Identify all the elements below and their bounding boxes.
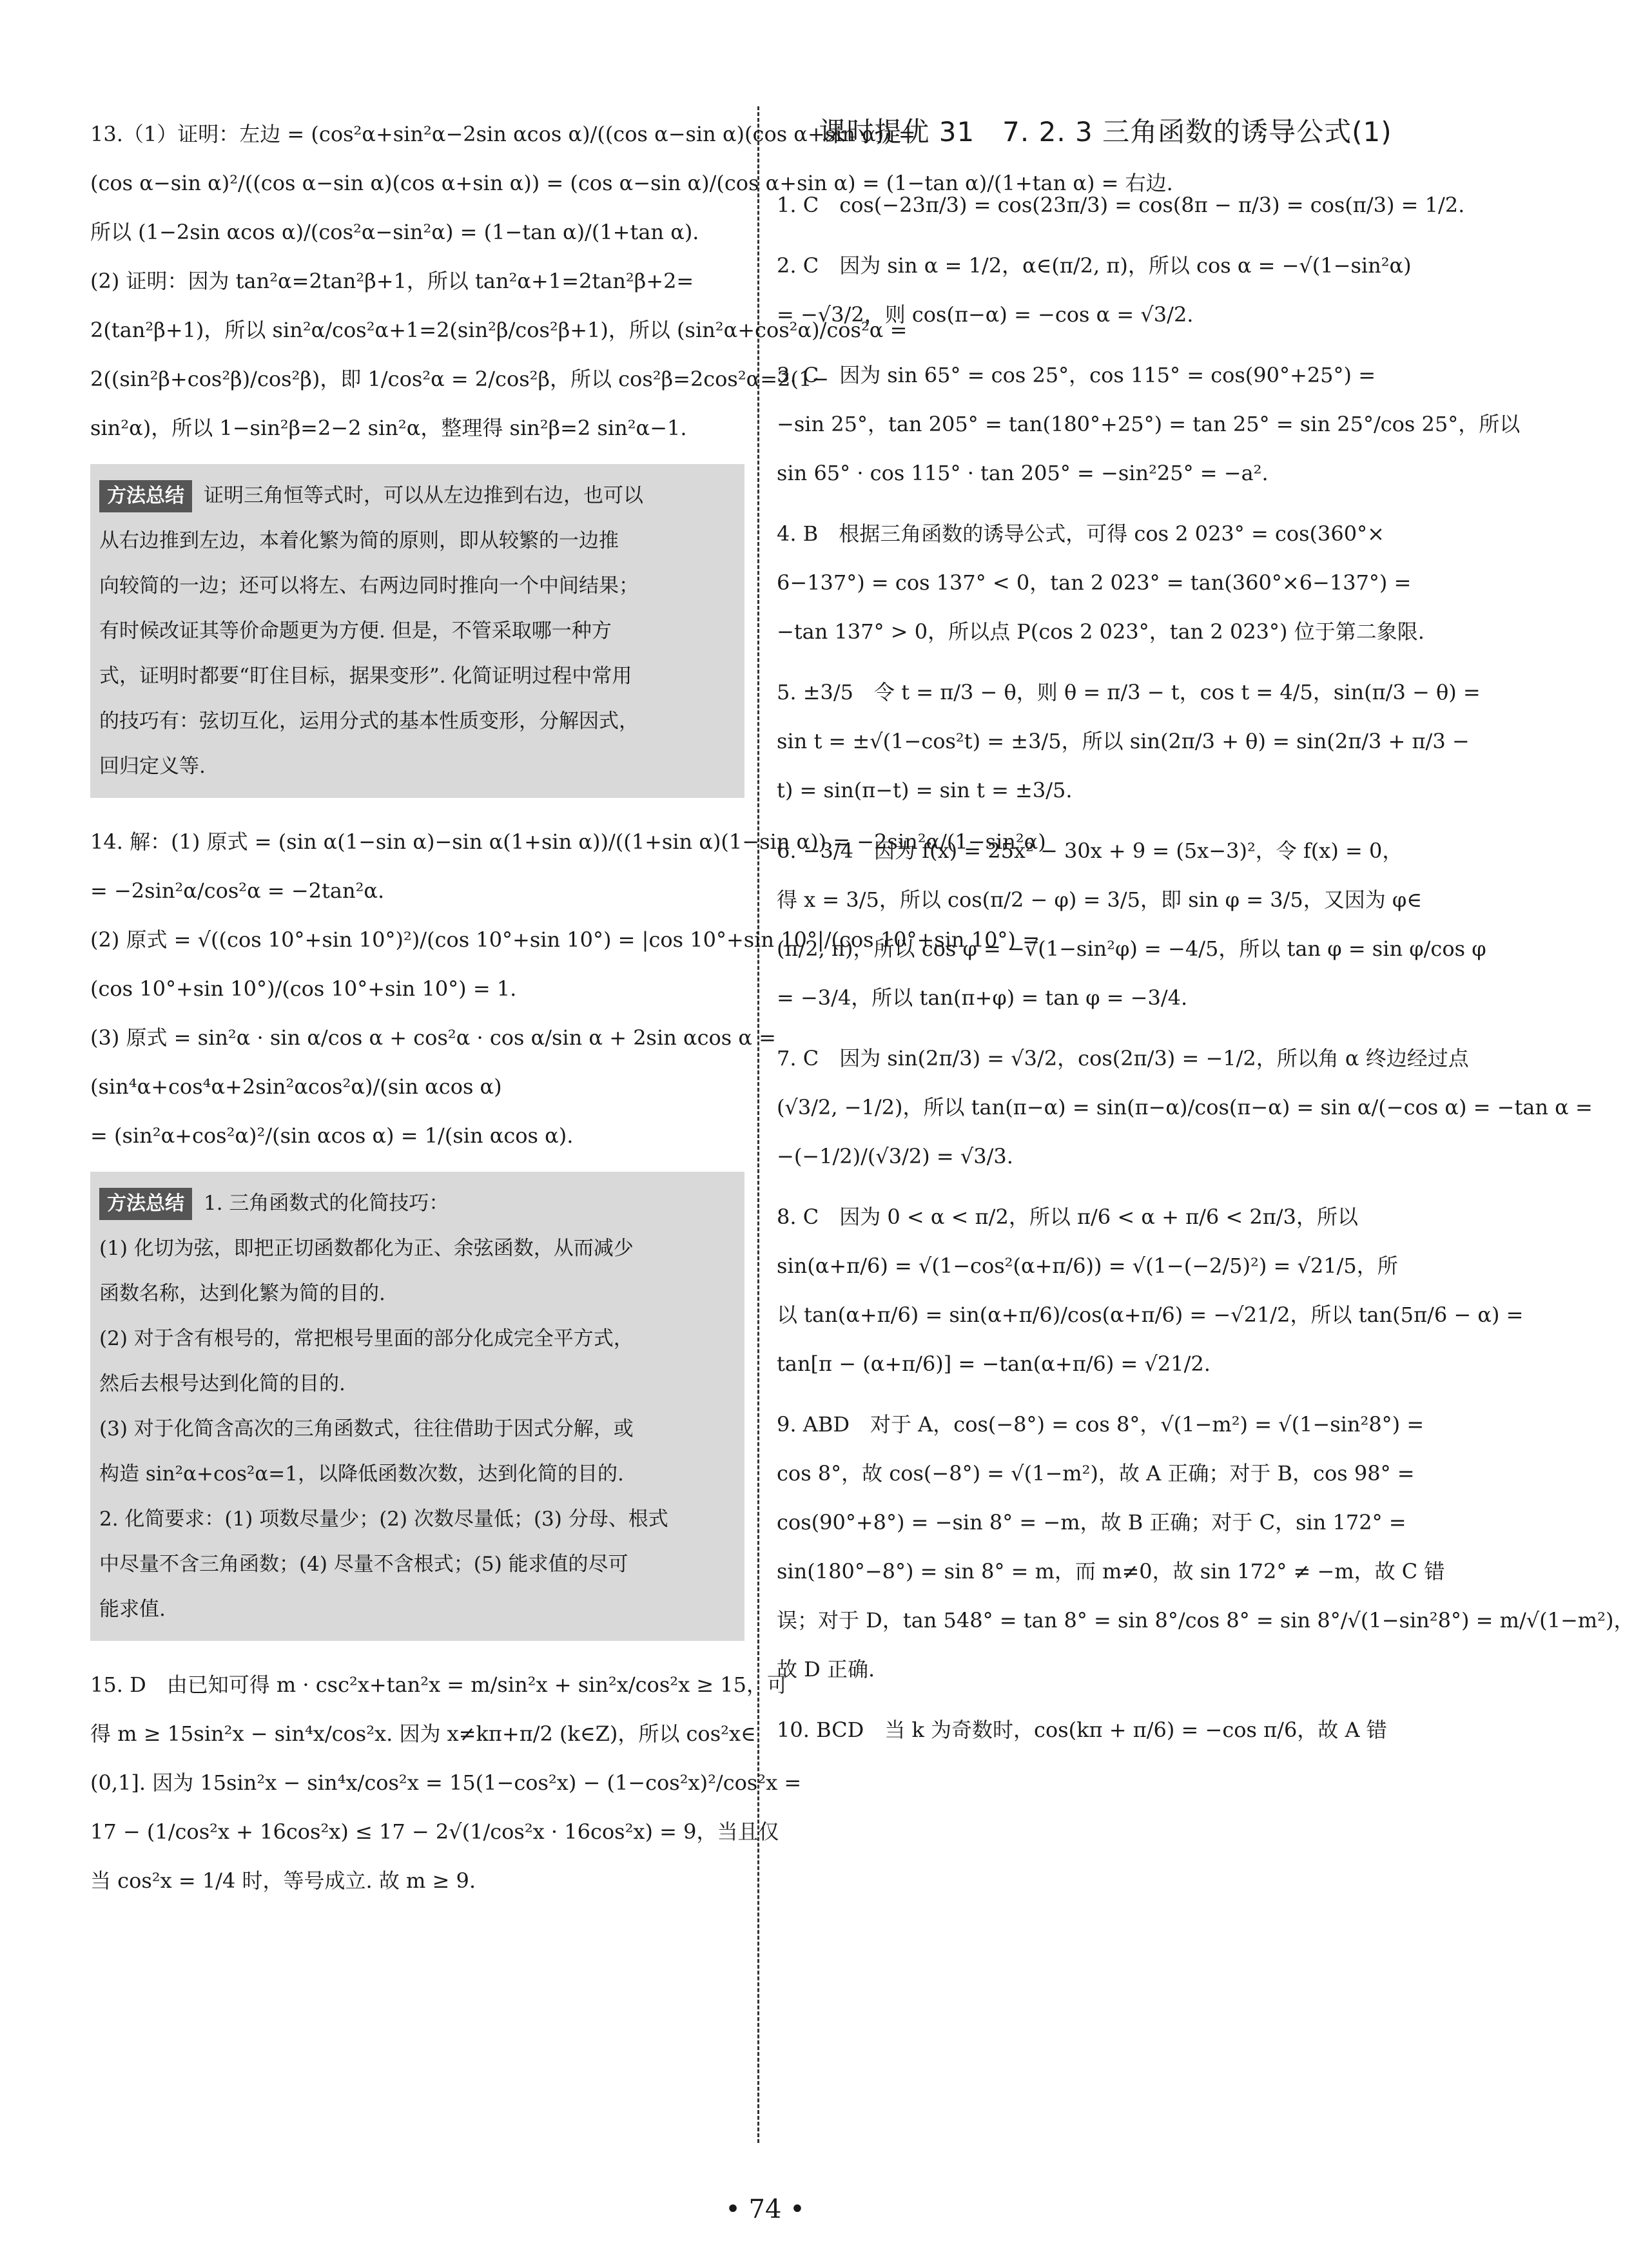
summary-line <box>99 1406 733 1451</box>
summary-line <box>99 1542 733 1587</box>
solution-line: −(−1/2)/(√3/2) = √3/3. <box>777 1144 1013 1168</box>
summary-text: 式，证明时都要“盯住目标，据果变形”. 化简证明过程中常用 <box>99 664 632 688</box>
solution-line: 5. ±3/5 令 t = π/3 − θ，则 θ = π/3 − t，cos t = 4/5，sin(π/3 − θ) = <box>777 680 1481 704</box>
summary-line <box>99 563 733 608</box>
solution-line: (π/2, π)，所以 cos φ = −√(1−sin²φ) = −4/5，所以 tan φ = sin φ/cos φ <box>777 936 1486 961</box>
solution-line: = −√3/2，则 cos(π−α) = −cos α = √3/2. <box>777 302 1194 327</box>
solution-line: 7. C 因为 sin(2π/3) = √3/2，cos(2π/3) = −1/2，所以角 α 终边经过点 <box>777 1046 1469 1071</box>
solution-item <box>777 1705 1434 1754</box>
summary-line <box>99 1497 733 1542</box>
summary-text: (1) 化切为弦，即把正切函数都化为正、余弦函数，从而减少 <box>99 1237 634 1260</box>
summary-text: 然后去根号达到化简的目的. <box>99 1372 345 1395</box>
summary-text: (2) 对于含有根号的，常把根号里面的部分化成完全平方式， <box>99 1327 634 1350</box>
solution-line: (sin⁴α+cos⁴α+2sin²αcos²α)/(sin αcos α) <box>90 1074 502 1099</box>
solution-line: 17 − (1/cos²x + 16cos²x) ≤ 17 − 2√(1/cos²x · 16cos²x) = 9，当且仅 <box>90 1819 779 1844</box>
summary-text: 2. 化简要求：(1) 项数尽量少；(2) 次数尽量低；(3) 分母、根式 <box>99 1507 668 1531</box>
solution-item <box>777 241 1434 339</box>
summary-line <box>99 1226 733 1271</box>
page-number: • 74 • <box>725 2195 805 2224</box>
solution-line: 2(tan²β+1)，所以 sin²α/cos²α+1=2(sin²β/cos²β+1)，所以 (sin²α+cos²α)/cos²α = <box>90 318 908 342</box>
method-summary-tag: 方法总结 <box>99 1188 192 1220</box>
section-title: 课时提优 31 7. 2. 3 三角函数的诱导公式(1) <box>819 116 1392 148</box>
method-summary-box <box>90 1172 744 1641</box>
solution-item <box>777 1034 1593 1181</box>
solution-item <box>777 351 1521 498</box>
solution-line: tan[π − (α+π/6)] = −tan(α+π/6) = √21/2. <box>777 1352 1211 1376</box>
summary-text: 从右边推到左边，本着化繁为简的原则，即从较繁的一边推 <box>99 529 619 552</box>
right-column <box>777 110 1634 1766</box>
solution-line: 10. BCD 当 k 为奇数时，cos(kπ + π/6) = −cos π/6，故 A 错 <box>777 1718 1387 1742</box>
solution-line: sin t = ±√(1−cos²t) = ±3/5，所以 sin(2π/3 + θ) = sin(2π/3 + π/3 − <box>777 729 1470 753</box>
solution-line: 3. C 因为 sin 65° = cos 25°，cos 115° = cos(90°+25°) = <box>777 363 1376 387</box>
summary-line <box>99 744 733 789</box>
solution-line: 13.（1）证明：左边 = (cos²α+sin²α−2sin αcos α)/((cos α−sin α)(cos α+sin α)) = <box>90 122 916 146</box>
solution-line: (cos 10°+sin 10°)/(cos 10°+sin 10°) = 1. <box>90 976 517 1001</box>
solution-line: = −3/4，所以 tan(π+φ) = tan φ = −3/4. <box>777 985 1188 1010</box>
summary-line <box>99 1361 733 1406</box>
summary-text: (3) 对于化简含高次的三角函数式，往往借助于因式分解，或 <box>99 1417 634 1440</box>
summary-text: 的技巧有：弦切互化，运用分式的基本性质变形，分解因式， <box>99 710 639 733</box>
summary-line <box>99 473 733 518</box>
solution-line: 6. −3/4 因为 f(x) = 25x² − 30x + 9 = (5x−3)²，令 f(x) = 0， <box>777 838 1403 863</box>
solution-line: −sin 25°，tan 205° = tan(180°+25°) = tan 25° = sin 25°/cos 25°，所以 <box>777 412 1521 436</box>
solution-line: = −2sin²α/cos²α = −2tan²α. <box>90 878 385 903</box>
solution-item <box>777 668 1481 815</box>
solution-line: (√3/2, −1/2)，所以 tan(π−α) = sin(π−α)/cos(π−α) = sin α/(−cos α) = −tan α = <box>777 1095 1593 1119</box>
solution-line: 当 cos²x = 1/4 时，等号成立. 故 m ≥ 9. <box>90 1868 476 1893</box>
solution-item <box>777 509 1434 656</box>
solution-line: 2. C 因为 sin α = 1/2，α∈(π/2, π)，所以 cos α = −√(1−sin²α) <box>777 253 1412 278</box>
summary-line <box>99 654 733 699</box>
summary-text: 能求值. <box>99 1598 166 1621</box>
solution-line: 4. B 根据三角函数的诱导公式，可得 cos 2 023° = cos(360°× <box>777 521 1385 546</box>
solution-line: 2((sin²β+cos²β)/cos²β)，即 1/cos²α = 2/cos²β，所以 cos²β=2cos²α=2(1− <box>90 367 830 391</box>
solution-line: sin 65° · cos 115° · tan 205° = −sin²25° = −a². <box>777 461 1269 485</box>
solution-line: cos(90°+8°) = −sin 8° = −m，故 B 正确；对于 C，sin 172° = <box>777 1510 1406 1535</box>
solution-line: 得 x = 3/5，所以 cos(π/2 − φ) = 3/5，即 sin φ = 3/5，又因为 φ∈ <box>777 887 1422 912</box>
summary-line <box>99 1587 733 1632</box>
solution-line: cos 8°，故 cos(−8°) = √(1−m²)，故 A 正确；对于 B，cos 98° = <box>777 1461 1415 1486</box>
summary-text: 构造 sin²α+cos²α=1，以降低函数次数，达到化简的目的. <box>99 1462 624 1486</box>
solution-line: 误；对于 D，tan 548° = tan 8° = sin 8°/cos 8° = sin 8°/√(1−sin²8°) = m/√(1−m²)， <box>777 1608 1634 1633</box>
summary-text: 有时候改证其等价命题更为方便. 但是，不管采取哪一种方 <box>99 619 612 643</box>
solution-line: (2) 原式 = √((cos 10°+sin 10°)²)/(cos 10°+sin 10°) = |cos 10°+sin 10°|/(cos 10°+sin 10°) = <box>90 927 1040 952</box>
solution-line: = (sin²α+cos²α)²/(sin αcos α) = 1/(sin αcos α). <box>90 1123 574 1148</box>
summary-line <box>99 518 733 563</box>
summary-text: 证明三角恒等式时，可以从左边推到右边，也可以 <box>204 484 643 507</box>
summary-line <box>99 608 733 654</box>
solution-line: 以 tan(α+π/6) = sin(α+π/6)/cos(α+π/6) = −√21/2，所以 tan(5π/6 − α) = <box>777 1303 1524 1327</box>
summary-text: 回归定义等. <box>99 755 206 778</box>
summary-line <box>99 1181 733 1226</box>
solution-item <box>777 1192 1524 1388</box>
summary-line <box>99 1271 733 1316</box>
summary-text: 函数名称，达到化繁为简的目的. <box>99 1282 385 1305</box>
solution-item <box>90 1660 802 1905</box>
solution-line: 8. C 因为 0 < α < π/2，所以 π/6 < α + π/6 < 2π/3，所以 <box>777 1205 1358 1229</box>
method-summary-tag: 方法总结 <box>99 480 192 512</box>
solution-line: 得 m ≥ 15sin²x − sin⁴x/cos²x. 因为 x≠kπ+π/2 (k∈Z)，所以 cos²x∈ <box>90 1721 756 1746</box>
solution-line: (2) 证明：因为 tan²α=2tan²β+1，所以 tan²α+1=2tan²β+2= <box>90 269 694 293</box>
solution-line: (cos α−sin α)²/((cos α−sin α)(cos α+sin α)) = (cos α−sin α)/(cos α+sin α) = (1−tan α)/(1+tan α) = 右边. <box>90 171 1173 195</box>
solution-line: 14. 解：(1) 原式 = (sin α(1−sin α)−sin α(1+sin α))/((1+sin α)(1−sin α)) = −2sin²α/(1−sin²α) <box>90 829 1046 854</box>
summary-text: 1. 三角函数式的化简技巧： <box>204 1192 449 1215</box>
solution-line: 6−137°) = cos 137° < 0，tan 2 023° = tan(360°×6−137°) = <box>777 570 1412 595</box>
solution-item <box>777 826 1486 1022</box>
summary-line <box>99 699 733 744</box>
solution-line: 15. D 由已知可得 m · csc²x+tan²x = m/sin²x + sin²x/cos²x ≥ 15，可 <box>90 1672 788 1697</box>
solution-line: sin(α+π/6) = √(1−cos²(α+π/6)) = √(1−(−2/5)²) = √21/5，所 <box>777 1254 1398 1278</box>
summary-text: 向较简的一边；还可以将左、右两边同时推向一个中间结果； <box>99 574 639 597</box>
solution-line: 1. C cos(−23π/3) = cos(23π/3) = cos(8π − π/3) = cos(π/3) = 1/2. <box>777 193 1465 217</box>
solution-line: t) = sin(π−t) = sin t = ±3/5. <box>777 778 1073 802</box>
solution-line: sin(180°−8°) = sin 8° = m，而 m≠0，故 sin 172° ≠ −m，故 C 错 <box>777 1559 1445 1584</box>
solution-item <box>777 1400 1634 1694</box>
solution-item <box>777 180 1465 229</box>
solution-line: 所以 (1−2sin αcos α)/(cos²α−sin²α) = (1−tan α)/(1+tan α). <box>90 220 699 244</box>
summary-line <box>99 1316 733 1361</box>
summary-text: 中尽量不含三角函数；(4) 尽量不含根式；(5) 能求值的尽可 <box>99 1553 628 1576</box>
solution-line: −tan 137° > 0，所以点 P(cos 2 023°，tan 2 023°) 位于第二象限. <box>777 619 1425 644</box>
summary-line <box>99 1451 733 1497</box>
solution-line: (0,1]. 因为 15sin²x − sin⁴x/cos²x = 15(1−cos²x) − (1−cos²x)²/cos²x = <box>90 1770 802 1795</box>
solution-line: 9. ABD 对于 A，cos(−8°) = cos 8°，√(1−m²) = √(1−sin²8°) = <box>777 1412 1425 1437</box>
solution-line: 故 D 正确. <box>777 1657 875 1682</box>
method-summary-box <box>90 464 744 798</box>
solution-line: sin²α)，所以 1−sin²β=2−2 sin²α，整理得 sin²β=2 sin²α−1. <box>90 416 687 440</box>
solution-line: (3) 原式 = sin²α · sin α/cos α + cos²α · cos α/sin α + 2sin αcos α = <box>90 1025 776 1050</box>
